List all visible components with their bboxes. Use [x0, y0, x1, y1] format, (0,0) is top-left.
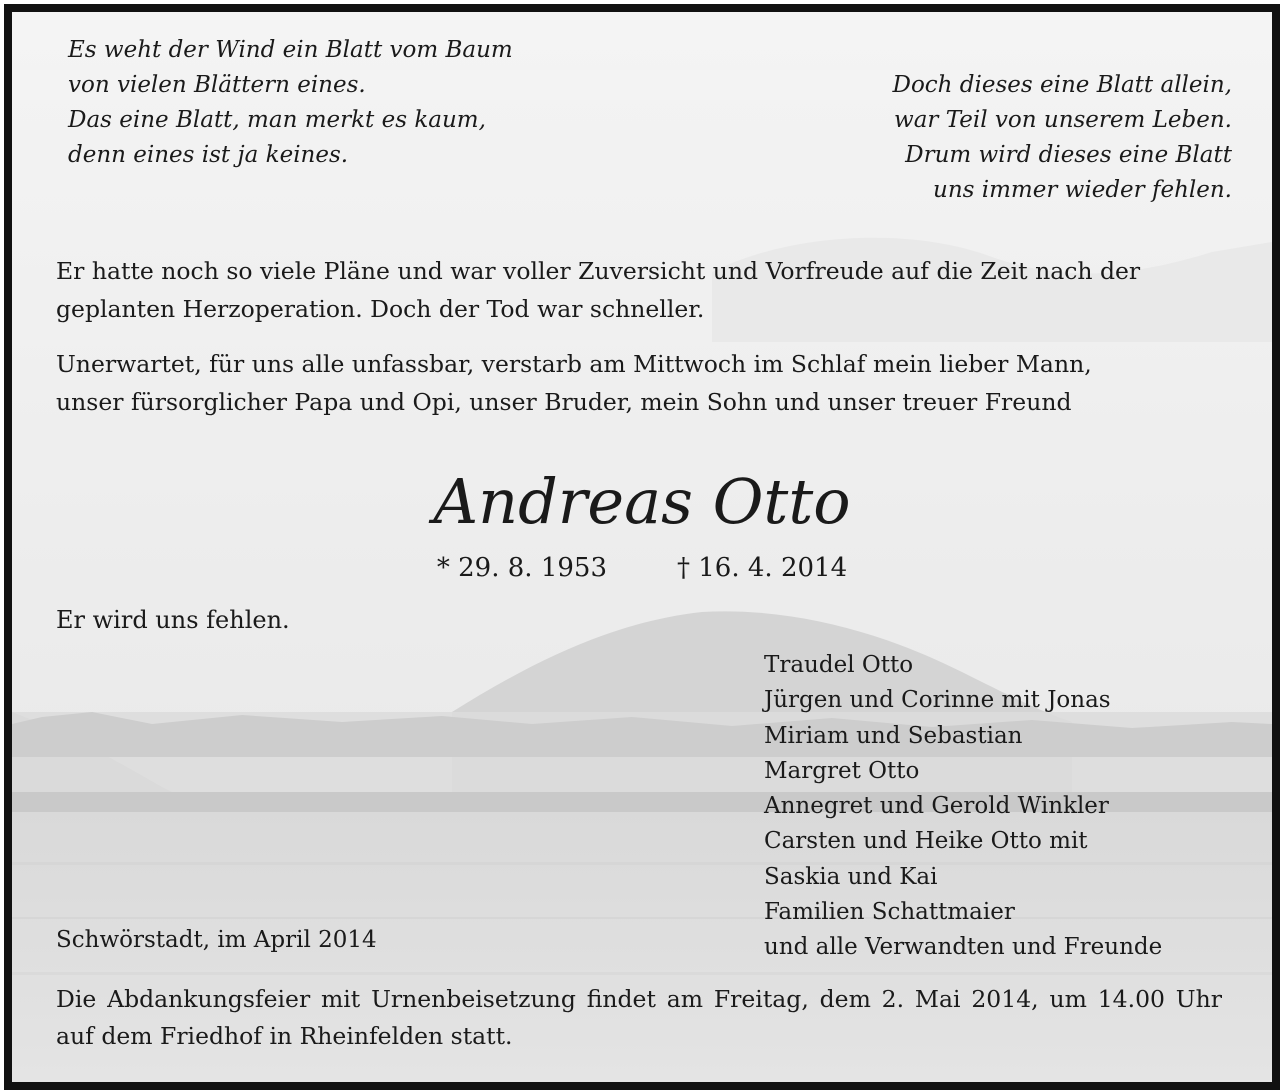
mourners-list [764, 648, 1162, 966]
ceremony-info: Die Abdankungsfeier mit Urnenbeisetzung findet am Freitag, dem 2. Mai 2014, um 14.00 Uhr auf dem Friedhof in Rheinfelden statt. [56, 985, 1222, 1050]
mourner-entry: Traudel Otto [764, 652, 914, 678]
intro-line: geplanten Herzoperation. Doch der Tod war schneller. [56, 295, 705, 323]
mourner-entry: Jürgen und Corinne mit Jonas [764, 687, 1111, 714]
poem-left-line: Das eine Blatt, man merkt es kaum, [68, 107, 486, 133]
poem-right-line: Doch dieses eine Blatt allein, [892, 72, 1232, 98]
announcement-line: unser fürsorglicher Papa und Opi, unser Bruder, mein Sohn und unser treuer Freund [56, 388, 1072, 416]
poem-left-line: von vielen Blättern eines. [68, 72, 366, 98]
poem-right [893, 68, 1233, 208]
poem-left-line: denn eines ist ja keines. [68, 142, 349, 168]
mourner-entry: Margret Otto [764, 757, 920, 784]
poem-right-line: uns immer wieder fehlen. [933, 177, 1232, 203]
mourner-entry: Saskia und Kai [764, 863, 938, 890]
mourner-entry: Annegret und Gerold Winkler [764, 793, 1109, 820]
obituary-notice [4, 4, 1280, 1090]
intro-paragraph [56, 252, 1140, 328]
poem-left-line: Es weht der Wind ein Blatt vom Baum [68, 37, 513, 63]
mourner-entry: Miriam und Sebastian [764, 722, 1023, 749]
announcement-line: Unerwartet, für uns alle unfassbar, verstarb am Mittwoch im Schlaf mein lieber Mann, [56, 350, 1092, 378]
life-dates [12, 550, 1272, 586]
mourner-entry: Familien Schattmaier [764, 899, 1015, 926]
mourner-entry: und alle Verwandten und Freunde [764, 934, 1163, 961]
poem-right-line: war Teil von unserem Leben. [894, 107, 1232, 133]
deceased-name: Andreas Otto [433, 465, 851, 538]
poem-left [68, 33, 513, 173]
announcement-paragraph [56, 345, 1092, 421]
closing-line: Er wird uns fehlen. [56, 606, 290, 634]
intro-line: Er hatte noch so viele Pläne und war voller Zuversicht und Vorfreude auf die Zeit nach der [56, 257, 1141, 285]
poem-right-line: Drum wird dieses eine Blatt [905, 142, 1232, 168]
death-date: † 16. 4. 2014 [677, 553, 848, 583]
place-date: Schwörstadt, im April 2014 [56, 927, 377, 953]
mourner-entry: Carsten und Heike Otto mit [764, 828, 1088, 855]
birth-date: * 29. 8. 1953 [436, 553, 607, 583]
